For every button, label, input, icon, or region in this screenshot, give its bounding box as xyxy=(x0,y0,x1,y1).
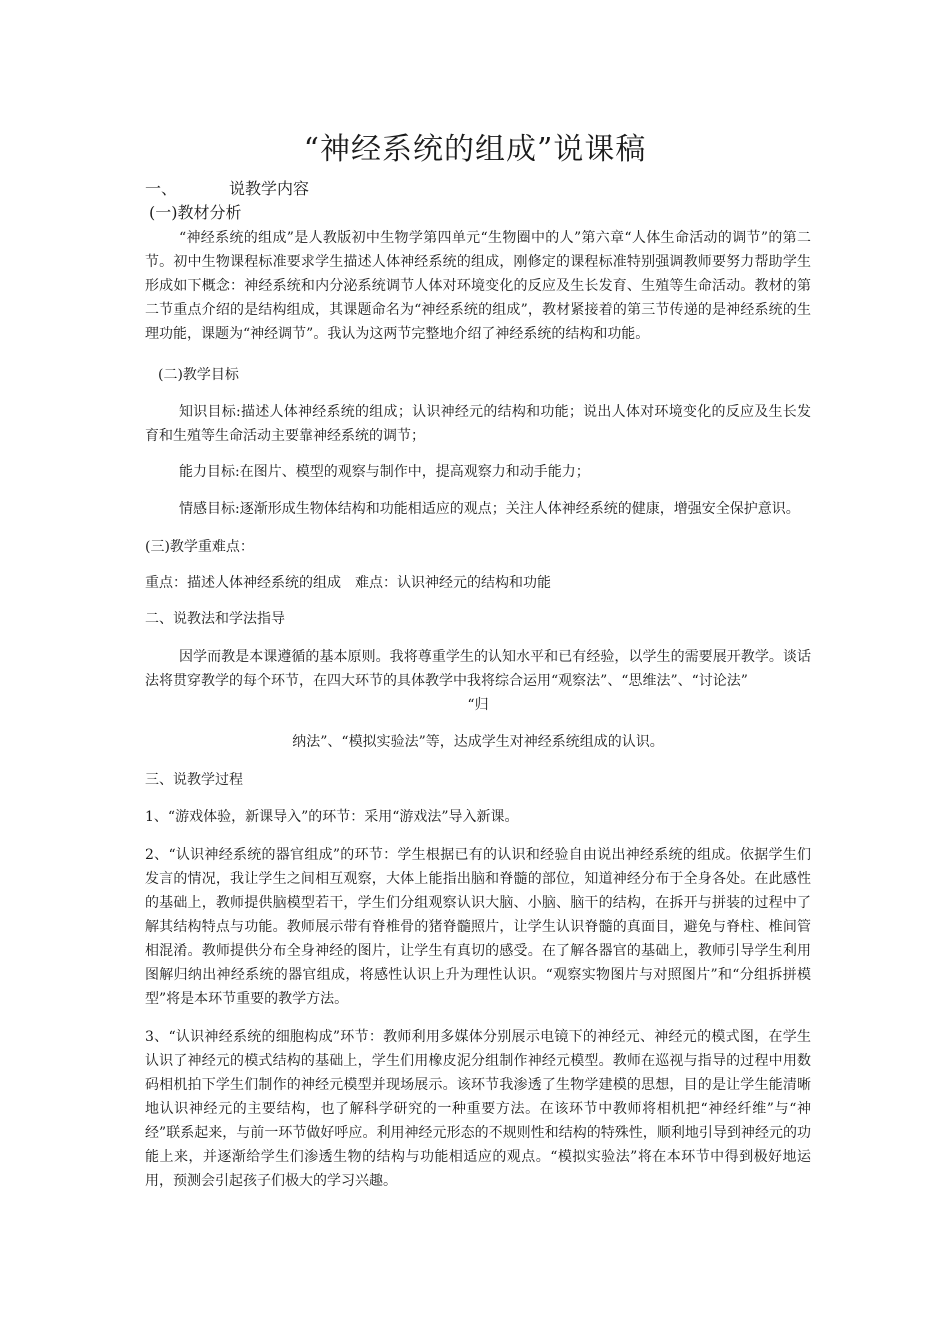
textbook-analysis-paragraph: “神经系统的组成”是人教版初中生物学第四单元“生物圈中的人”第六章“人体生命活动的调节”的第二节。初中生物课程标准要求学生描述人体神经系统的组成，刚修定的课程标准特别强调教师要努力帮助学生形成如下概念：神经系统和内分泌系统调节人体对环境变化的反应及生长发育、生殖等生命活动。教材的第二节重点介绍的是结构组成，其课题命名为“神经系统的组成”，教材紧接着的第三节传递的是神经系统的生理功能，课题为“神经调节”。我认为这两节完整地介绍了神经系统的结构和功能。 xyxy=(145,230,811,342)
subsection3-heading: (三)教学重难点： xyxy=(145,539,254,555)
subsection2-heading: (二)教学目标 xyxy=(158,367,239,383)
emotion-goal: 情感目标:逐渐形成生物体结构和功能相适应的观点；关注人体神经系统的健康，增强安全保护意识。 xyxy=(179,501,800,517)
knowledge-goal: 知识目标:描述人体神经系统的组成；认识神经元的结构和功能；说出人体对环境变化的反应及生长发育和生殖等生命活动主要靠神经系统的调节； xyxy=(145,404,811,444)
section1-title: 说教学内容 xyxy=(229,179,310,198)
key-difficult-points: 重点：描述人体神经系统的组成 难点：认识神经元的结构和功能 xyxy=(145,575,551,591)
section2-heading: 二、说教法和学法指导 xyxy=(145,611,285,627)
section3-heading: 三、说教学过程 xyxy=(145,772,243,788)
section1-number: 一、 xyxy=(145,179,178,198)
section1-heading xyxy=(145,178,309,200)
method-paragraph-end: 纳法”、“模拟实验法”等，达成学生对神经系统组成的认识。 xyxy=(292,734,664,750)
process-step-1: 1、“游戏体验，新课导入”的环节：采用“游戏法”导入新课。 xyxy=(145,809,519,825)
ability-goal: 能力目标:在图片、模型的观察与制作中，提高观察力和动手能力； xyxy=(179,464,590,480)
process-step-2: 2、“认识神经系统的器官组成”的环节：学生根据已有的认识和经验自由说出神经系统的组成。依据学生们发言的情况，我让学生之间相互观察，大体上能指出脑和脊髓的部位，知道神经分布于全身各处。在此感性的基础上，教师提供脑模型若干，学生们分组观察认识大脑、小脑、脑干的结构，在拆开与拼装的过程中了解其结构特点与功能。教师展示带有脊椎骨的猪脊髓照片，让学生认识脊髓的真面目，避免与脊柱、椎间管相混淆。教师提供分布全身神经的图片，让学生有真切的感受。在了解各器官的基础上，教师引导学生利用图解归纳出神经系统的器官组成，将感性认识上升为理性认识。“观察实物图片与对照图片”和“分组拆拼模型”将是本环节重要的教学方法。 xyxy=(145,847,811,1007)
document-title: “神经系统的组成”说课稿 xyxy=(303,132,647,167)
method-paragraph: 因学而教是本课遵循的基本原则。我将尊重学生的认知水平和已有经验，以学生的需要展开教学。谈话法将贯穿教学的每个环节，在四大环节的具体教学中我将综合运用“观察法”、“思维法”、“讨论法” xyxy=(145,649,811,689)
process-step-3: 3、“认识神经系统的细胞构成”环节：教师利用多媒体分别展示电镜下的神经元、神经元的模式图，在学生认识了神经元的模式结构的基础上，学生们用橡皮泥分组制作神经元模型。教师在巡视与指导的过程中用数码相机拍下学生们制作的神经元模型并现场展示。该环节我渗透了生物学建模的思想，目的是让学生能清晰地认识神经元的主要结构，也了解科学研究的一种重要方法。在该环节中教师将相机把“神经纤维”与“神经”联系起来，与前一环节做好呼应。利用神经元形态的不规则性和结构的特殊性，顺利地引导到神经元的功能上来，并逐渐给学生们渗透生物的结构与功能相适应的观点。“模拟实验法”将在本环节中得到极好地运用，预测会引起孩子们极大的学习兴趣。 xyxy=(145,1029,811,1189)
subsection1-heading: (一)教材分析 xyxy=(149,203,242,222)
method-paragraph-quote: “归 xyxy=(467,697,489,713)
